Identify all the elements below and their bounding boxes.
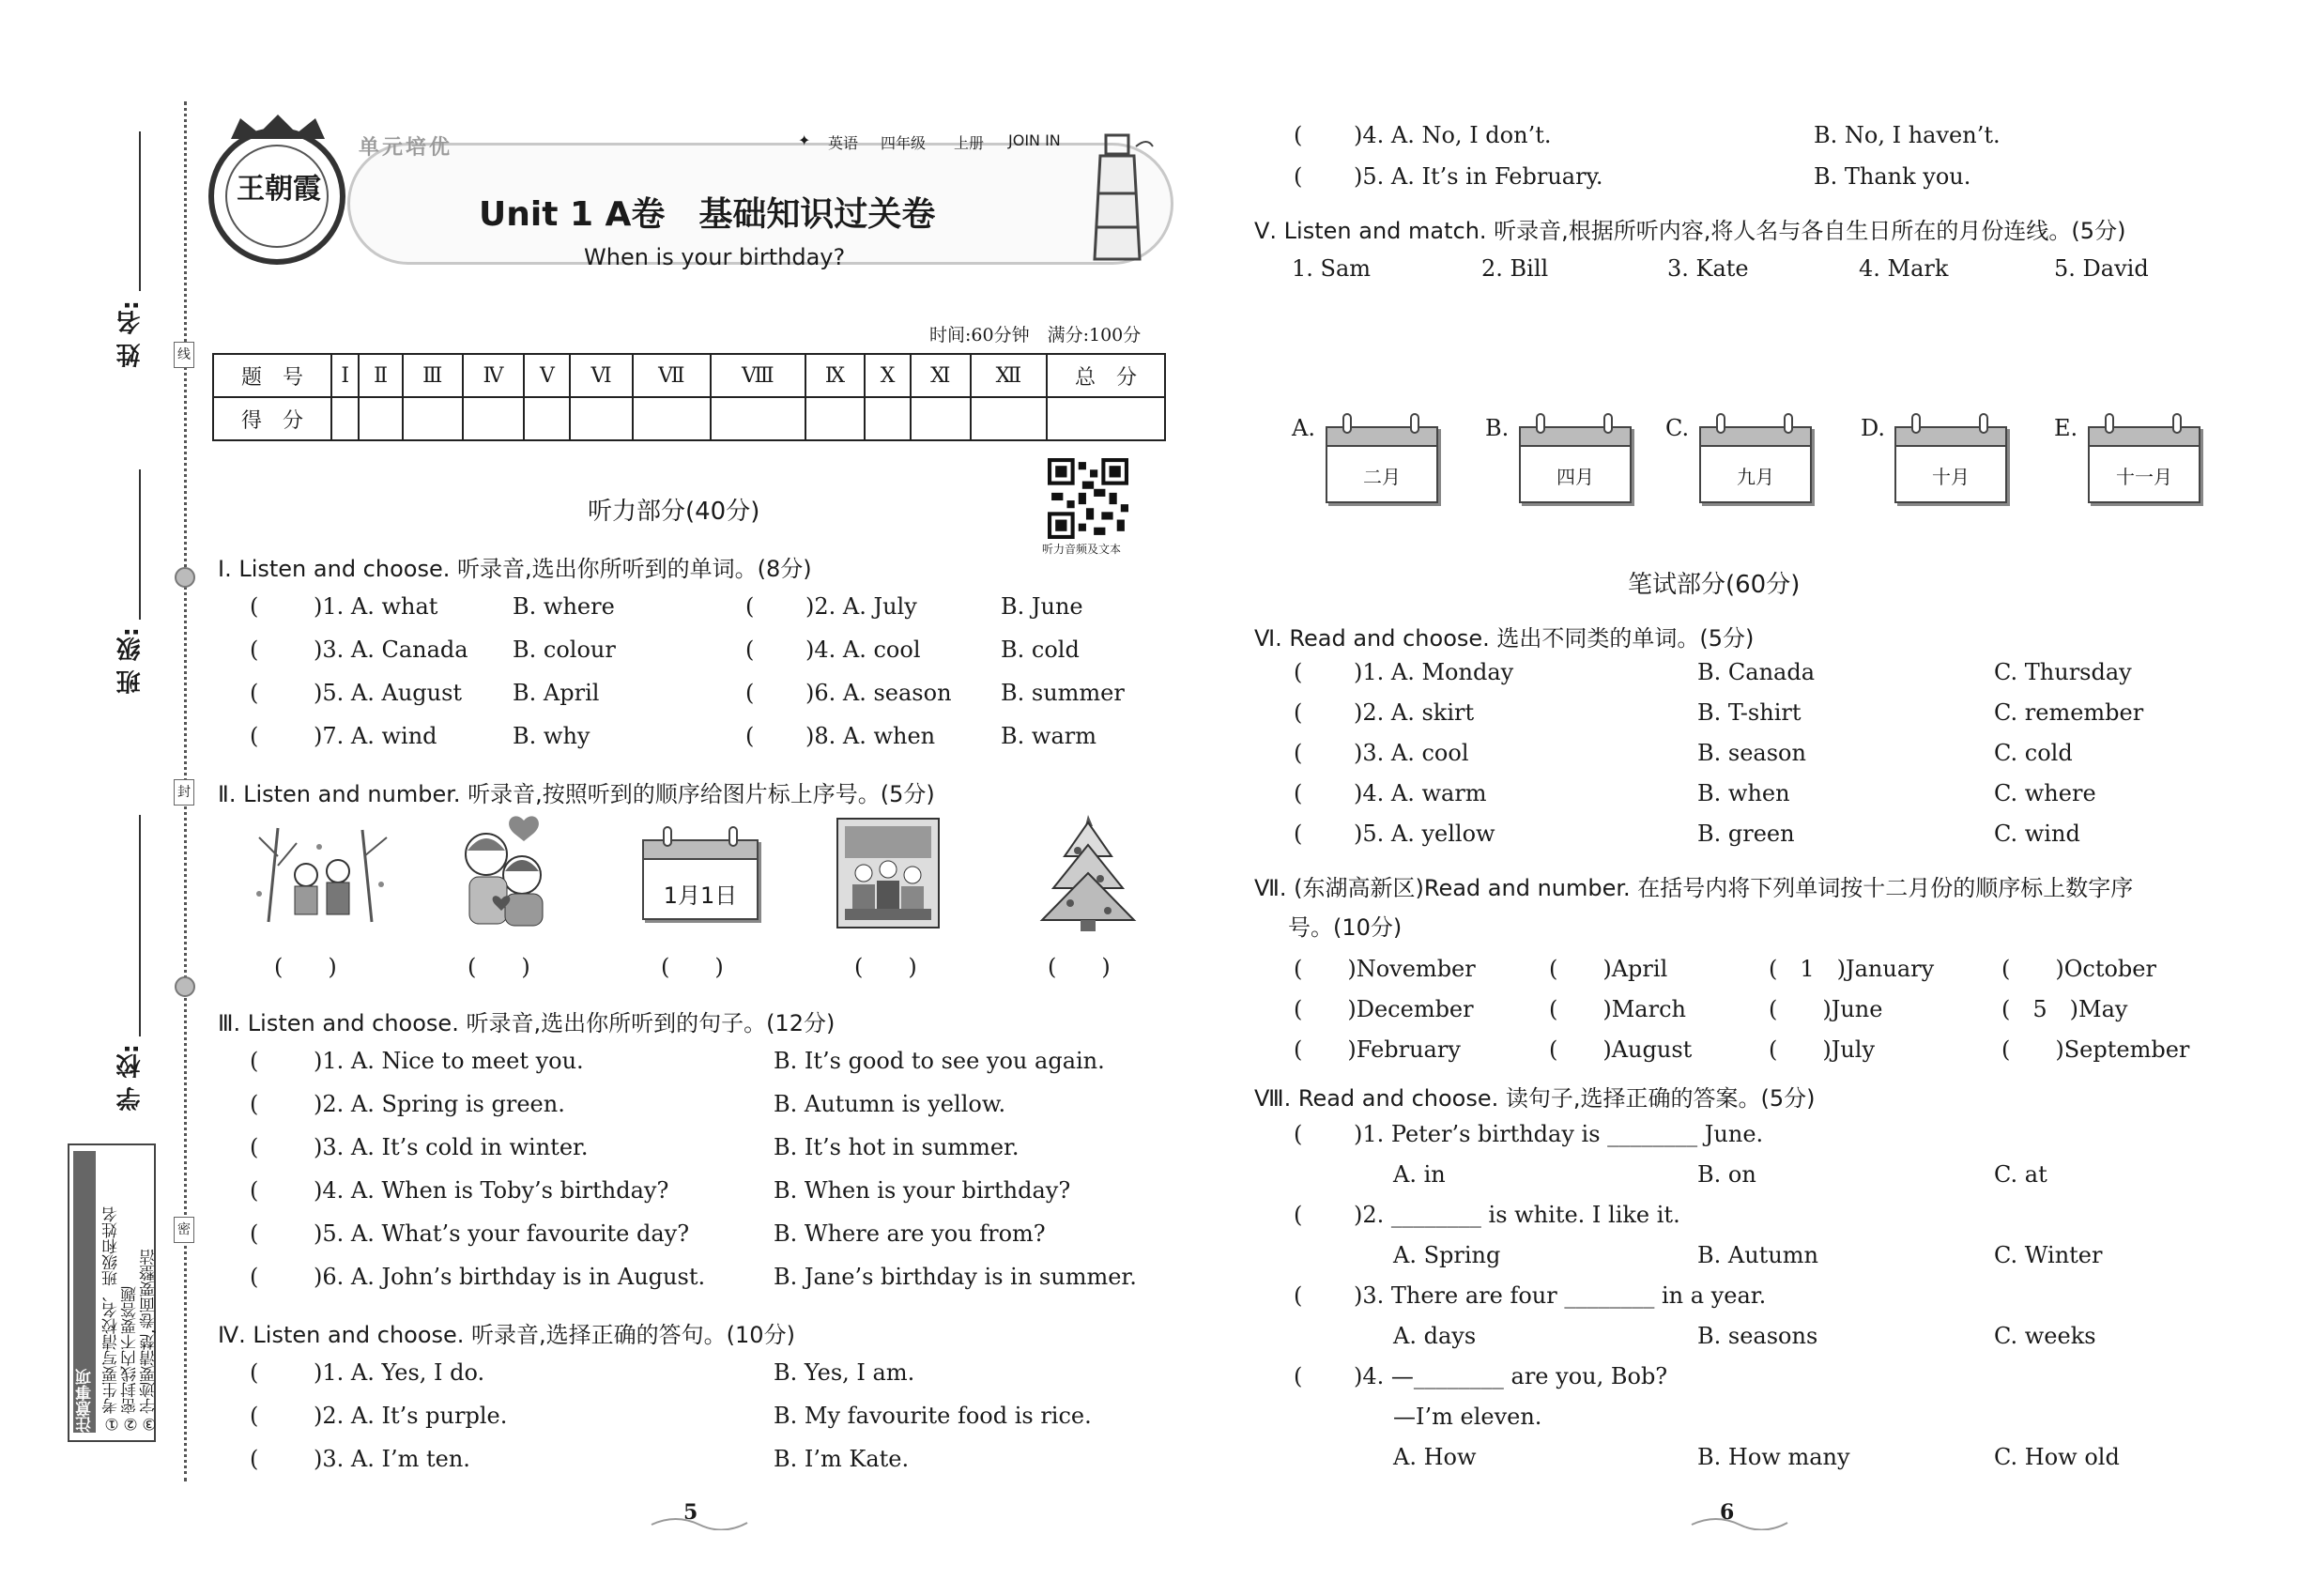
calendar-date: 1月1日	[663, 882, 738, 909]
score-cell	[971, 397, 1047, 440]
answer-paren: (	[1294, 821, 1303, 847]
answer-paren: (	[250, 637, 259, 663]
answer-paren: (	[250, 1403, 259, 1429]
list-item: B. why	[513, 723, 590, 749]
month-label: 四月	[1556, 466, 1594, 488]
class-label: 班 级:	[116, 627, 145, 695]
list-item: B. No, I haven’t.	[1814, 122, 2001, 148]
score-col-header: Ⅰ	[331, 354, 359, 397]
list-item: C. where	[1994, 780, 2096, 806]
answer-paren: (	[1294, 740, 1303, 766]
person-name: 2. Bill	[1481, 255, 1549, 282]
page-swirl-icon	[648, 1512, 751, 1530]
list-item: )1. A. what	[314, 593, 438, 620]
page-number-right: 6	[1720, 1500, 1735, 1525]
volume-label: 上册	[954, 134, 985, 152]
series-badge: 单元培优	[359, 136, 453, 160]
list-item: B. Yes, I am.	[774, 1359, 915, 1386]
month-letter: E.	[2054, 415, 2078, 441]
month-order-item[interactable]: ( 5 )May	[2001, 996, 2128, 1022]
list-item: B. It’s hot in summer.	[774, 1134, 1020, 1160]
score-col-header: Ⅱ	[359, 354, 403, 397]
month-order-item[interactable]: ( )February	[1294, 1036, 1461, 1063]
answer-paren: (	[250, 1359, 259, 1386]
list-item: C. Thursday	[1994, 659, 2132, 685]
answer-paren: (	[250, 1091, 259, 1117]
list-item: B. T-shirt	[1697, 699, 1802, 726]
answer-paren: (	[250, 1264, 259, 1290]
question-text: )3. There are four ________ in a year.	[1354, 1282, 1767, 1309]
classroom-picture	[836, 817, 941, 929]
score-cell	[359, 397, 403, 440]
list-item: B. My favourite food is rice.	[774, 1403, 1092, 1429]
list-item: )2. A. July	[805, 593, 917, 620]
logo-text: 王朝霞	[237, 173, 321, 206]
month-letter: D.	[1861, 415, 1886, 441]
answer-paren: (	[250, 1134, 259, 1160]
notice-title: 注意事项	[73, 1151, 96, 1433]
month-calendar	[2088, 413, 2200, 503]
option: B. seasons	[1697, 1323, 1818, 1349]
option: C. weeks	[1994, 1323, 2096, 1349]
month-calendar	[1519, 413, 1632, 503]
list-item: )3. A. It’s cold in winter.	[314, 1134, 589, 1160]
answer-paren: (	[1294, 1202, 1303, 1228]
subject-label: 英语	[828, 134, 859, 152]
month-order-item[interactable]: ( )March	[1549, 996, 1686, 1022]
month-letter: C.	[1665, 415, 1690, 441]
list-item: B. When is your birthday?	[774, 1177, 1071, 1204]
score-col-header: Ⅲ	[403, 354, 463, 397]
list-item: )3. A. I’m ten.	[314, 1446, 470, 1472]
list-item: )4. A. warm	[1354, 780, 1487, 806]
score-cell	[570, 397, 632, 440]
list-item: B. Autumn is yellow.	[774, 1091, 1006, 1117]
question-text: )1. Peter’s birthday is ________ June.	[1354, 1121, 1764, 1147]
month-label: 九月	[1737, 466, 1774, 488]
list-item: B. when	[1697, 780, 1790, 806]
score-table	[212, 353, 1166, 441]
person-name: 4. Mark	[1859, 255, 1949, 282]
answer-paren: (	[250, 723, 259, 749]
list-item: )2. A. Spring is green.	[314, 1091, 565, 1117]
list-item: )2. A. skirt	[1354, 699, 1475, 726]
name-label: 姓 名:	[116, 300, 145, 368]
score-cell	[1047, 397, 1165, 440]
notice-item: ②密封线内不要答题	[121, 1286, 140, 1433]
answer-paren: (	[1294, 780, 1303, 806]
list-item: )1. A. Yes, I do.	[314, 1359, 485, 1386]
answer-paren: (	[250, 1446, 259, 1472]
score-cell	[711, 397, 805, 440]
question-text-line2: —I’m eleven.	[1393, 1404, 1542, 1430]
answer-paren: (	[1294, 163, 1303, 190]
binding-hole	[175, 976, 195, 997]
month-order-item[interactable]: ( 1 )January	[1769, 956, 1935, 982]
score-cell	[865, 397, 910, 440]
question-text: )2. ________ is white. I like it.	[1354, 1202, 1680, 1228]
list-item: B. I’m Kate.	[774, 1446, 910, 1472]
answer-paren: (	[1294, 699, 1303, 726]
score-cell	[911, 397, 971, 440]
page-number-left: 5	[683, 1500, 698, 1525]
option: A. Spring	[1393, 1242, 1501, 1268]
list-item: B. Jane’s birthday is in summer.	[774, 1264, 1137, 1290]
score-col-header: Ⅸ	[805, 354, 866, 397]
sec6-heading: Ⅵ. Read and choose. 选出不同类的单词。(5分)	[1254, 625, 1755, 652]
list-item: B. season	[1697, 740, 1806, 766]
sec7-heading: Ⅶ. (东湖高新区)Read and number. 在括号内将下列单词按十二月份的顺序标上数字序	[1254, 875, 2134, 901]
grade-label: 四年级	[881, 134, 927, 152]
list-item: )6. A. season	[805, 680, 952, 706]
option: B. on	[1697, 1161, 1756, 1188]
score-cell	[403, 397, 463, 440]
person-name: 3. Kate	[1667, 255, 1749, 282]
list-item: )6. A. John’s birthday is in August.	[314, 1264, 706, 1290]
option: C. at	[1994, 1161, 2047, 1188]
score-col-header: Ⅳ	[463, 354, 525, 397]
score-cell	[633, 397, 711, 440]
picture-answer-blank[interactable]: ( )	[274, 954, 337, 980]
month-label: 十一月	[2116, 466, 2172, 488]
person-name: 1. Sam	[1292, 255, 1372, 282]
month-label: 十月	[1932, 466, 1970, 488]
score-cell	[331, 397, 359, 440]
sec2-heading: Ⅱ. Listen and number. 听录音,按照听到的顺序给图片标上序号。(5分)	[218, 781, 935, 807]
score-cell	[524, 397, 570, 440]
month-order-item[interactable]: ( )April	[1549, 956, 1668, 982]
list-item: )5. A. It’s in February.	[1354, 163, 1603, 190]
answer-paren: (	[745, 637, 755, 663]
school-line	[139, 815, 141, 1036]
list-item: B. Where are you from?	[774, 1220, 1046, 1247]
star-icon: ✦	[798, 131, 811, 149]
class-line	[139, 469, 141, 620]
christmas-tree-picture	[1036, 813, 1140, 933]
question-text: )4. —________ are you, Bob?	[1354, 1363, 1668, 1389]
month-calendar	[1699, 413, 1812, 503]
brand-logo	[208, 128, 345, 265]
option: B. How many	[1697, 1444, 1850, 1470]
crown-icon	[222, 113, 334, 141]
score-col-header: Ⅹ	[865, 354, 910, 397]
list-item: )5. A. August	[314, 680, 463, 706]
list-item: B. where	[513, 593, 615, 620]
score-row2-label: 得 分	[213, 397, 331, 440]
option: C. How old	[1994, 1444, 2120, 1470]
answer-paren: (	[1294, 122, 1303, 148]
list-item: )2. A. It’s purple.	[314, 1403, 508, 1429]
list-item: )4. A. No, I don’t.	[1354, 122, 1552, 148]
month-label: 二月	[1363, 466, 1401, 488]
answer-paren: (	[250, 680, 259, 706]
list-item: B. It’s good to see you again.	[774, 1048, 1105, 1074]
score-row1-label: 题 号	[213, 354, 331, 397]
notice-box	[68, 1143, 159, 1442]
notice-item: ①考生要写清校名、班级和姓名	[102, 1206, 121, 1433]
list-item: B. April	[513, 680, 600, 706]
picture-answer-blank[interactable]: ( )	[468, 954, 530, 980]
score-cell	[805, 397, 866, 440]
name-line	[139, 131, 141, 291]
option: A. How	[1393, 1444, 1477, 1470]
picture-answer-blank[interactable]: ( )	[1048, 954, 1111, 980]
notice-item: ③字迹要清楚,卷面要整洁	[140, 1249, 159, 1433]
list-item: C. remember	[1994, 699, 2144, 726]
month-letter: B.	[1485, 415, 1510, 441]
list-item: B. Canada	[1697, 659, 1816, 685]
month-order-item[interactable]: ( )September	[2001, 1036, 2190, 1063]
month-order-item[interactable]: ( )November	[1294, 956, 1476, 982]
seal-char-secret: 密	[174, 1217, 194, 1243]
list-item: B. colour	[513, 637, 616, 663]
picture-answer-blank[interactable]: ( )	[854, 954, 917, 980]
sec7-heading-cont: 号。(10分)	[1288, 914, 1403, 941]
answer-paren: (	[250, 1048, 259, 1074]
month-order-item[interactable]: ( )June	[1769, 996, 1883, 1022]
month-letter: A.	[1292, 415, 1315, 441]
lighthouse-icon	[1080, 128, 1155, 267]
page-swirl-icon	[1688, 1512, 1791, 1530]
answer-paren: (	[250, 593, 259, 620]
score-col-header: Ⅷ	[711, 354, 805, 397]
winter-children-picture	[240, 819, 400, 928]
answer-paren: (	[745, 680, 755, 706]
listening-title: 听力部分(40分)	[588, 498, 760, 526]
list-item: B. summer	[1001, 680, 1125, 706]
list-item: )3. A. Canada	[314, 637, 468, 663]
month-order-item[interactable]: ( )August	[1549, 1036, 1693, 1063]
list-item: )8. A. when	[805, 723, 936, 749]
option: A. in	[1393, 1161, 1446, 1188]
page-subtitle: When is your birthday?	[584, 244, 846, 270]
month-calendar	[1326, 413, 1438, 503]
option: C. Winter	[1994, 1242, 2103, 1268]
score-col-header: Ⅺ	[911, 354, 971, 397]
answer-paren: (	[745, 593, 755, 620]
list-item: C. wind	[1994, 821, 2080, 847]
option: A. days	[1393, 1323, 1477, 1349]
list-item: B. warm	[1001, 723, 1096, 749]
list-item: )1. A. Nice to meet you.	[314, 1048, 584, 1074]
qr-code-icon	[1048, 458, 1128, 539]
page-title: Unit 1 A卷 基础知识过关卷	[479, 195, 936, 234]
list-item: B. June	[1001, 593, 1083, 620]
list-item: )1. A. Monday	[1354, 659, 1514, 685]
sec4-heading: Ⅳ. Listen and choose. 听录音,选择正确的答句。(10分)	[218, 1322, 795, 1348]
sec3-heading: Ⅲ. Listen and choose. 听录音,选出你所听到的句子。(12分)	[218, 1010, 836, 1036]
list-item: )5. A. yellow	[1354, 821, 1495, 847]
month-order-item[interactable]: ( )October	[2001, 956, 2156, 982]
score-cell	[463, 397, 525, 440]
list-item: B. green	[1697, 821, 1795, 847]
list-item: )3. A. cool	[1354, 740, 1469, 766]
calendar-picture	[642, 826, 759, 920]
friends-hugging-picture	[449, 813, 561, 929]
month-order-item[interactable]: ( )December	[1294, 996, 1474, 1022]
month-calendar	[1894, 413, 2007, 503]
answer-paren: (	[745, 723, 755, 749]
score-total-header: 总 分	[1047, 354, 1165, 397]
edition-label: JOIN IN	[1008, 131, 1061, 149]
sec8-heading: Ⅷ. Read and choose. 读句子,选择正确的答案。(5分)	[1254, 1085, 1816, 1112]
answer-paren: (	[1294, 1121, 1303, 1147]
answer-paren: (	[1294, 1282, 1303, 1309]
month-order-item[interactable]: ( )July	[1769, 1036, 1876, 1063]
list-item: B. cold	[1001, 637, 1080, 663]
school-label: 学 校:	[116, 1044, 145, 1112]
sec1-heading: Ⅰ. Listen and choose. 听录音,选出你所听到的单词。(8分)	[218, 556, 812, 582]
answer-paren: (	[1294, 1363, 1303, 1389]
list-item: C. cold	[1994, 740, 2073, 766]
score-col-header: Ⅶ	[633, 354, 711, 397]
seal-char-seal: 封	[174, 779, 194, 806]
score-col-header: Ⅴ	[524, 354, 570, 397]
answer-paren: (	[250, 1177, 259, 1204]
score-col-header: Ⅵ	[570, 354, 632, 397]
binding-hole	[175, 567, 195, 588]
list-item: )4. A. When is Toby’s birthday?	[314, 1177, 669, 1204]
person-name: 5. David	[2054, 255, 2149, 282]
list-item: )7. A. wind	[314, 723, 437, 749]
picture-answer-blank[interactable]: ( )	[661, 954, 724, 980]
score-col-header: Ⅻ	[971, 354, 1047, 397]
qr-caption: 听力音频及文本	[1042, 543, 1122, 556]
time-info: 时间:60分钟 满分:100分	[929, 325, 1142, 345]
list-item: B. Thank you.	[1814, 163, 1971, 190]
option: B. Autumn	[1697, 1242, 1818, 1268]
sec5-heading: Ⅴ. Listen and match. 听录音,根据所听内容,将人名与各自生日所在的月份连线。(5分)	[1254, 218, 2126, 244]
answer-paren: (	[250, 1220, 259, 1247]
writing-title: 笔试部分(60分)	[1628, 571, 1801, 599]
list-item: )5. A. What’s your favourite day?	[314, 1220, 690, 1247]
answer-paren: (	[1294, 659, 1303, 685]
list-item: )4. A. cool	[805, 637, 921, 663]
seal-char-line: 线	[174, 342, 194, 368]
